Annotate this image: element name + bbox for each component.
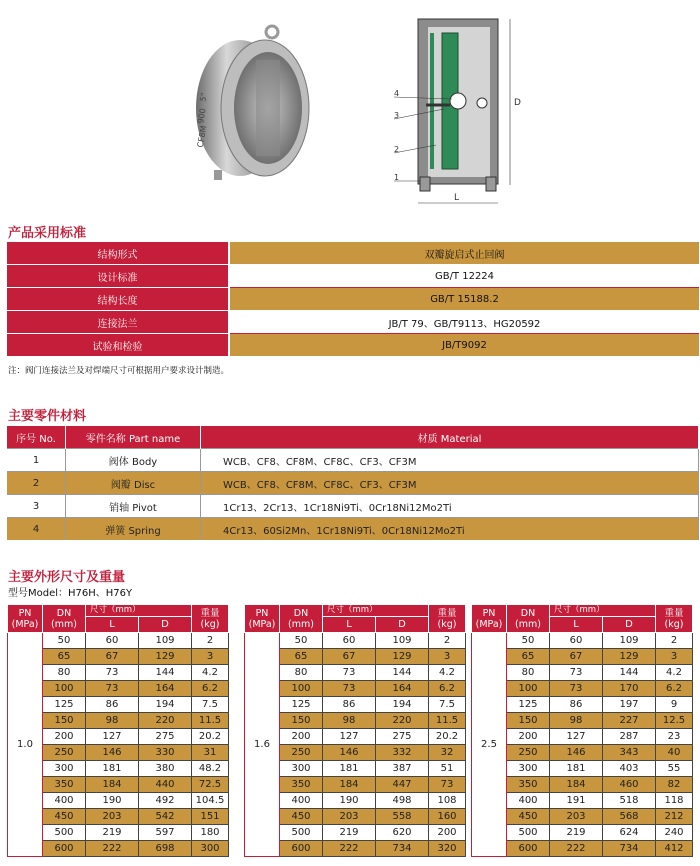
- l-value: 219: [323, 825, 376, 841]
- standards-row: [7, 265, 699, 288]
- weight-value: 151: [192, 809, 229, 825]
- d-value: 109: [376, 633, 429, 649]
- dn-value: 200: [280, 729, 323, 745]
- weight-value: 3: [429, 649, 466, 665]
- d-value: 129: [603, 649, 656, 665]
- section-title-dimensions: 主要外形尺寸及重量: [8, 570, 126, 585]
- d-value: 460: [603, 777, 656, 793]
- header-weight: [656, 605, 693, 633]
- d-value: 194: [376, 697, 429, 713]
- l-value: 190: [86, 793, 139, 809]
- l-value: 181: [86, 761, 139, 777]
- header-pn-text: (MPa): [11, 618, 39, 630]
- weight-value: 212: [656, 809, 693, 825]
- header-l: [550, 617, 603, 633]
- standard-key: 设计标准: [7, 265, 229, 288]
- material-row: [7, 472, 699, 495]
- dn-value: 100: [507, 681, 550, 697]
- l-value: 67: [323, 649, 376, 665]
- header-l-text: L: [573, 619, 579, 630]
- valve-section-diagram: [390, 5, 540, 210]
- l-value: 73: [550, 665, 603, 681]
- d-value: 440: [139, 777, 192, 793]
- standards-row: [7, 242, 699, 265]
- header-size-text: 尺寸（mm）: [90, 605, 141, 615]
- dn-value: 400: [43, 793, 86, 809]
- l-value: 222: [323, 841, 376, 857]
- weight-value: 9: [656, 697, 693, 713]
- dimension-l-label: L: [454, 193, 460, 203]
- header-pn-text: (MPa): [248, 618, 276, 630]
- dn-value: 125: [280, 697, 323, 713]
- dimension-row: [245, 633, 466, 649]
- l-value: 73: [323, 681, 376, 697]
- col-header-material: 材质 Material: [201, 426, 699, 449]
- weight-value: 12.5: [656, 713, 693, 729]
- standard-value: JB/T 79、GB/T9113、HG20592: [229, 311, 699, 334]
- l-value: 98: [323, 713, 376, 729]
- d-value: 144: [376, 665, 429, 681]
- weight-value: 6.2: [192, 681, 229, 697]
- material-row: [7, 449, 699, 472]
- header-size-text: 尺寸（mm）: [327, 605, 378, 615]
- dn-value: 500: [507, 825, 550, 841]
- weight-value: 23: [656, 729, 693, 745]
- l-value: 98: [86, 713, 139, 729]
- standards-row: [7, 288, 699, 311]
- dn-value: 65: [43, 649, 86, 665]
- d-value: 194: [139, 697, 192, 713]
- d-value: 542: [139, 809, 192, 825]
- l-value: 146: [323, 745, 376, 761]
- dn-value: 400: [507, 793, 550, 809]
- dn-value: 450: [43, 809, 86, 825]
- header-weight-text: 重量: [664, 607, 684, 619]
- dn-value: 100: [280, 681, 323, 697]
- dn-value: 50: [507, 633, 550, 649]
- header-weight: [429, 605, 466, 633]
- l-value: 146: [550, 745, 603, 761]
- col-header-no: 序号 No.: [7, 426, 66, 449]
- l-value: 98: [550, 713, 603, 729]
- valve-marking: 5": [198, 92, 209, 103]
- header-weight-text: (kg): [664, 618, 684, 630]
- dn-value: 65: [280, 649, 323, 665]
- weight-value: 2: [656, 633, 693, 649]
- header-pn-text: PN: [18, 607, 32, 619]
- d-value: 343: [603, 745, 656, 761]
- dimension-row: [8, 633, 229, 649]
- dn-value: 600: [43, 841, 86, 857]
- header-pn: [8, 605, 43, 633]
- d-value: 220: [376, 713, 429, 729]
- d-value: 144: [603, 665, 656, 681]
- material-part: 弹簧 Spring: [66, 518, 201, 541]
- weight-value: 73: [429, 777, 466, 793]
- standard-key: 结构长度: [7, 288, 229, 311]
- dn-value: 600: [280, 841, 323, 857]
- dn-value: 100: [43, 681, 86, 697]
- weight-value: 200: [429, 825, 466, 841]
- l-value: 190: [323, 793, 376, 809]
- l-value: 127: [323, 729, 376, 745]
- dn-value: 450: [507, 809, 550, 825]
- weight-value: 6.2: [429, 681, 466, 697]
- d-value: 164: [139, 681, 192, 697]
- dn-value: 65: [507, 649, 550, 665]
- header-dn: [280, 605, 323, 633]
- l-value: 127: [86, 729, 139, 745]
- material-spec: WCB、CF8、CF8M、CF8C、CF3、CF3M: [201, 472, 699, 495]
- materials-table: [7, 426, 699, 540]
- header-l-text: L: [109, 619, 115, 630]
- dn-value: 450: [280, 809, 323, 825]
- material-part: 销轴 Pivot: [66, 495, 201, 518]
- l-value: 73: [550, 681, 603, 697]
- d-value: 197: [603, 697, 656, 713]
- dn-value: 150: [43, 713, 86, 729]
- l-value: 222: [86, 841, 139, 857]
- dn-value: 150: [507, 713, 550, 729]
- d-value: 275: [139, 729, 192, 745]
- l-value: 73: [86, 665, 139, 681]
- section-title-materials: 主要零件材料: [8, 409, 87, 424]
- dn-value: 250: [43, 745, 86, 761]
- weight-value: 20.2: [429, 729, 466, 745]
- d-value: 170: [603, 681, 656, 697]
- dn-value: 350: [507, 777, 550, 793]
- diagram-callout: 2: [394, 145, 400, 154]
- dn-value: 400: [280, 793, 323, 809]
- header-d-text: D: [161, 619, 169, 630]
- d-value: 380: [139, 761, 192, 777]
- header-dn-text: (mm): [51, 618, 77, 630]
- dn-value: 300: [43, 761, 86, 777]
- l-value: 203: [86, 809, 139, 825]
- model-label: 型号Model：H76H、H76Y: [8, 588, 133, 599]
- weight-value: 82: [656, 777, 693, 793]
- pn-value: 1.6: [245, 633, 280, 857]
- d-value: 109: [139, 633, 192, 649]
- header-pn-text: PN: [482, 607, 496, 619]
- material-no: 2: [7, 472, 66, 495]
- weight-value: 7.5: [192, 697, 229, 713]
- d-value: 144: [139, 665, 192, 681]
- weight-value: 51: [429, 761, 466, 777]
- weight-value: 3: [192, 649, 229, 665]
- material-spec: 1Cr13、2Cr13、1Cr18Ni9Ti、0Cr18Ni12Mo2Ti: [201, 495, 699, 518]
- header-weight-text: (kg): [437, 618, 457, 630]
- standards-note: 注：阀门连接法兰及对焊端尺寸可根据用户要求设计制造。: [8, 366, 230, 376]
- standard-key: 结构形式: [7, 242, 229, 265]
- valve-marking: 900: [196, 107, 208, 125]
- header-dn-text: DN: [293, 607, 309, 619]
- dn-value: 600: [507, 841, 550, 857]
- dimension-d-label: D: [514, 98, 521, 108]
- weight-value: 7.5: [429, 697, 466, 713]
- weight-value: 11.5: [192, 713, 229, 729]
- weight-value: 4.2: [192, 665, 229, 681]
- dn-value: 500: [280, 825, 323, 841]
- header-d: [603, 617, 656, 633]
- material-part: 阀体 Body: [66, 449, 201, 472]
- d-value: 220: [139, 713, 192, 729]
- weight-value: 6.2: [656, 681, 693, 697]
- material-spec: 4Cr13、60Si2Mn、1Cr18Ni9Ti、0Cr18Ni12Mo2Ti: [201, 518, 699, 541]
- header-pn: [245, 605, 280, 633]
- d-value: 620: [376, 825, 429, 841]
- header-weight-text: 重量: [437, 607, 457, 619]
- dn-value: 125: [43, 697, 86, 713]
- dn-value: 300: [280, 761, 323, 777]
- dn-value: 80: [43, 665, 86, 681]
- weight-value: 160: [429, 809, 466, 825]
- standard-value: JB/T9092: [229, 334, 699, 357]
- material-row: [7, 495, 699, 518]
- l-value: 146: [86, 745, 139, 761]
- header-weight: [192, 605, 229, 633]
- header-dn-text: DN: [520, 607, 536, 619]
- diagram-callout: 4: [394, 89, 400, 98]
- d-value: 287: [603, 729, 656, 745]
- l-value: 60: [550, 633, 603, 649]
- d-value: 332: [376, 745, 429, 761]
- l-value: 86: [86, 697, 139, 713]
- material-row: [7, 518, 699, 541]
- header-dn: [43, 605, 86, 633]
- l-value: 191: [550, 793, 603, 809]
- l-value: 219: [86, 825, 139, 841]
- d-value: 492: [139, 793, 192, 809]
- weight-value: 104.5: [192, 793, 229, 809]
- dn-value: 300: [507, 761, 550, 777]
- standards-row: [7, 311, 699, 334]
- l-value: 203: [550, 809, 603, 825]
- dn-value: 350: [280, 777, 323, 793]
- dn-value: 250: [507, 745, 550, 761]
- l-value: 184: [323, 777, 376, 793]
- col-header-part: 零件名称 Part name: [66, 426, 201, 449]
- material-no: 1: [7, 449, 66, 472]
- dn-value: 200: [507, 729, 550, 745]
- d-value: 164: [376, 681, 429, 697]
- l-value: 127: [550, 729, 603, 745]
- weight-value: 31: [192, 745, 229, 761]
- l-value: 219: [550, 825, 603, 841]
- dimension-row: [472, 633, 693, 649]
- weight-value: 180: [192, 825, 229, 841]
- weight-value: 3: [656, 649, 693, 665]
- l-value: 60: [323, 633, 376, 649]
- d-value: 734: [376, 841, 429, 857]
- standard-key: 试验和检验: [7, 334, 229, 357]
- weight-value: 40: [656, 745, 693, 761]
- dn-value: 50: [43, 633, 86, 649]
- header-dn-text: DN: [56, 607, 72, 619]
- l-value: 203: [323, 809, 376, 825]
- weight-value: 300: [192, 841, 229, 857]
- standard-value: 双瓣旋启式止回阀: [229, 242, 699, 265]
- diagram-callout: 3: [394, 111, 400, 120]
- d-value: 403: [603, 761, 656, 777]
- weight-value: 2: [192, 633, 229, 649]
- valve-marking: CF8M: [195, 124, 209, 149]
- l-value: 60: [86, 633, 139, 649]
- l-value: 67: [550, 649, 603, 665]
- l-value: 67: [86, 649, 139, 665]
- standard-key: 连接法兰: [7, 311, 229, 334]
- weight-value: 20.2: [192, 729, 229, 745]
- header-weight-text: (kg): [200, 618, 220, 630]
- dn-value: 500: [43, 825, 86, 841]
- material-spec: WCB、CF8、CF8M、CF8C、CF3、CF3M: [201, 449, 699, 472]
- d-value: 568: [603, 809, 656, 825]
- d-value: 624: [603, 825, 656, 841]
- d-value: 498: [376, 793, 429, 809]
- header-l: [323, 617, 376, 633]
- d-value: 447: [376, 777, 429, 793]
- header-pn-text: PN: [255, 607, 269, 619]
- header-pn-text: (MPa): [475, 618, 503, 630]
- l-value: 181: [550, 761, 603, 777]
- weight-value: 4.2: [656, 665, 693, 681]
- header-dn-text: (mm): [515, 618, 541, 630]
- dn-value: 125: [507, 697, 550, 713]
- dn-value: 350: [43, 777, 86, 793]
- pn-value: 1.0: [8, 633, 43, 857]
- material-part: 阀瓣 Disc: [66, 472, 201, 495]
- weight-value: 4.2: [429, 665, 466, 681]
- d-value: 129: [139, 649, 192, 665]
- dimension-table: [7, 604, 229, 857]
- d-value: 597: [139, 825, 192, 841]
- d-value: 387: [376, 761, 429, 777]
- header-l: [86, 617, 139, 633]
- d-value: 734: [603, 841, 656, 857]
- header-d-text: D: [625, 619, 633, 630]
- d-value: 227: [603, 713, 656, 729]
- l-value: 181: [323, 761, 376, 777]
- l-value: 222: [550, 841, 603, 857]
- weight-value: 32: [429, 745, 466, 761]
- weight-value: 2: [429, 633, 466, 649]
- header-dn: [507, 605, 550, 633]
- d-value: 275: [376, 729, 429, 745]
- d-value: 698: [139, 841, 192, 857]
- weight-value: 55: [656, 761, 693, 777]
- l-value: 73: [86, 681, 139, 697]
- standard-value: GB/T 12224: [229, 265, 699, 288]
- header-dn-text: (mm): [288, 618, 314, 630]
- diagram-callout: 1: [394, 173, 400, 182]
- material-no: 3: [7, 495, 66, 518]
- l-value: 86: [323, 697, 376, 713]
- dimension-table: [471, 604, 693, 857]
- d-value: 129: [376, 649, 429, 665]
- header-size-text: 尺寸（mm）: [554, 605, 605, 615]
- weight-value: 48.2: [192, 761, 229, 777]
- standards-row: [7, 334, 699, 357]
- header-d: [139, 617, 192, 633]
- section-title-standards: 产品采用标准: [8, 226, 87, 241]
- l-value: 184: [550, 777, 603, 793]
- header-weight-text: 重量: [200, 607, 220, 619]
- header-d: [376, 617, 429, 633]
- standards-table: [7, 242, 699, 357]
- standard-value: GB/T 15188.2: [229, 288, 699, 311]
- header-pn: [472, 605, 507, 633]
- weight-value: 118: [656, 793, 693, 809]
- pn-value: 2.5: [472, 633, 507, 857]
- dn-value: 200: [43, 729, 86, 745]
- header-d-text: D: [398, 619, 406, 630]
- d-value: 109: [603, 633, 656, 649]
- d-value: 518: [603, 793, 656, 809]
- l-value: 184: [86, 777, 139, 793]
- header-l-text: L: [346, 619, 352, 630]
- l-value: 73: [323, 665, 376, 681]
- dn-value: 50: [280, 633, 323, 649]
- weight-value: 412: [656, 841, 693, 857]
- weight-value: 11.5: [429, 713, 466, 729]
- header-size: [550, 605, 656, 617]
- dn-value: 80: [280, 665, 323, 681]
- weight-value: 108: [429, 793, 466, 809]
- dn-value: 250: [280, 745, 323, 761]
- d-value: 558: [376, 809, 429, 825]
- header-size: [86, 605, 192, 617]
- dimension-table: [244, 604, 466, 857]
- weight-value: 240: [656, 825, 693, 841]
- d-value: 330: [139, 745, 192, 761]
- header-size: [323, 605, 429, 617]
- l-value: 86: [550, 697, 603, 713]
- weight-value: 320: [429, 841, 466, 857]
- material-no: 4: [7, 518, 66, 541]
- valve-photo: [190, 20, 320, 185]
- weight-value: 72.5: [192, 777, 229, 793]
- dn-value: 80: [507, 665, 550, 681]
- dn-value: 150: [280, 713, 323, 729]
